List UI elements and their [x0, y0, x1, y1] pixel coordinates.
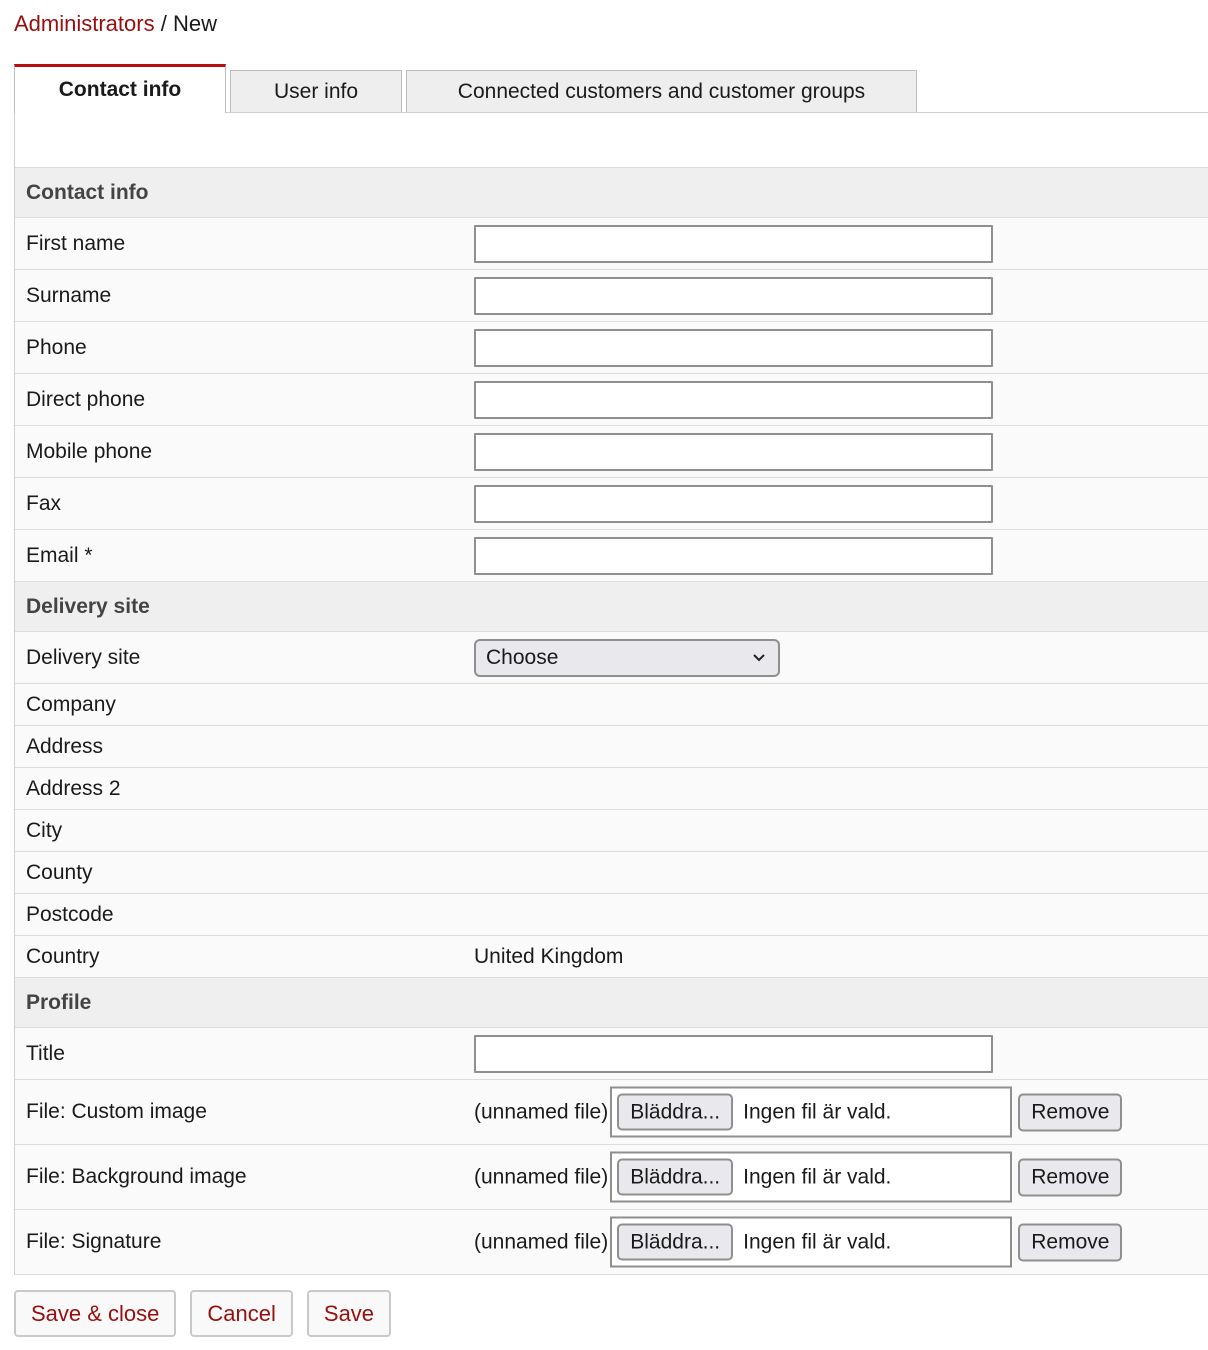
- form-panel: [14, 112, 1208, 1275]
- county-label: County: [26, 860, 93, 884]
- file-input[interactable]: [610, 1087, 1012, 1138]
- file-name: (unnamed file): [474, 1100, 609, 1123]
- row-postcode: [15, 894, 1208, 936]
- browse-button[interactable]: Bläddra...: [617, 1094, 733, 1131]
- row-surname: [15, 270, 1208, 322]
- tab-connected-customers[interactable]: Connected customers and customer groups: [406, 70, 917, 112]
- row-file-custom-image: [15, 1080, 1208, 1145]
- row-direct-phone: [15, 374, 1208, 426]
- row-file-background-image: [15, 1145, 1208, 1210]
- row-file-signature: [15, 1210, 1208, 1275]
- mobile-phone-input[interactable]: [474, 433, 993, 471]
- file-background-image-control: [474, 1152, 1122, 1203]
- file-background-image-label: File: Background image: [26, 1165, 247, 1188]
- first-name-input[interactable]: [474, 225, 993, 263]
- file-status: Ingen fil är vald.: [743, 1100, 892, 1123]
- phone-input[interactable]: [474, 329, 993, 367]
- file-status: Ingen fil är vald.: [743, 1230, 892, 1253]
- row-fax: [15, 478, 1208, 530]
- file-input[interactable]: [610, 1217, 1012, 1268]
- file-input[interactable]: [610, 1152, 1012, 1203]
- delivery-site-selected: Choose: [486, 645, 559, 669]
- form-actions: [14, 1290, 391, 1337]
- breadcrumb-separator: /: [160, 11, 167, 36]
- tab-contact-info[interactable]: Contact info: [14, 64, 226, 113]
- fax-label: Fax: [26, 491, 62, 515]
- email-input[interactable]: [474, 537, 993, 575]
- address-label: Address: [26, 734, 104, 758]
- tab-user-info[interactable]: User info: [230, 70, 402, 112]
- country-label: Country: [26, 944, 100, 968]
- row-first-name: [15, 218, 1208, 270]
- row-email: [15, 530, 1208, 582]
- direct-phone-label: Direct phone: [26, 387, 146, 411]
- row-country: [15, 936, 1208, 978]
- address-2-label: Address 2: [26, 776, 121, 800]
- row-mobile-phone: [15, 426, 1208, 478]
- section-delivery-site: Delivery site: [15, 582, 1208, 632]
- section-contact-info: Contact info: [15, 168, 1208, 218]
- country-value: United Kingdom: [474, 944, 624, 968]
- row-company: [15, 684, 1208, 726]
- browse-button[interactable]: Bläddra...: [617, 1159, 733, 1196]
- email-label: Email *: [26, 543, 93, 567]
- fax-input[interactable]: [474, 485, 993, 523]
- file-name: (unnamed file): [474, 1165, 609, 1188]
- row-address-2: [15, 768, 1208, 810]
- file-signature-control: [474, 1217, 1122, 1268]
- breadcrumb: [14, 11, 217, 37]
- row-address: [15, 726, 1208, 768]
- row-city: [15, 810, 1208, 852]
- cancel-button[interactable]: Cancel: [190, 1290, 292, 1337]
- delivery-site-label: Delivery site: [26, 645, 141, 669]
- title-label: Title: [26, 1041, 65, 1065]
- row-title: [15, 1028, 1208, 1080]
- breadcrumb-administrators-link[interactable]: Administrators: [14, 11, 155, 36]
- row-phone: [15, 322, 1208, 374]
- delivery-site-select[interactable]: [474, 639, 780, 677]
- file-status: Ingen fil är vald.: [743, 1165, 892, 1188]
- company-label: Company: [26, 692, 116, 716]
- section-profile: Profile: [15, 978, 1208, 1028]
- direct-phone-input[interactable]: [474, 381, 993, 419]
- surname-input[interactable]: [474, 277, 993, 315]
- file-signature-label: File: Signature: [26, 1230, 162, 1253]
- breadcrumb-current: New: [172, 11, 217, 36]
- remove-button[interactable]: Remove: [1018, 1158, 1122, 1196]
- row-county: [15, 852, 1208, 894]
- file-custom-image-control: [474, 1087, 1122, 1138]
- postcode-label: Postcode: [26, 902, 114, 926]
- browse-button[interactable]: Bläddra...: [617, 1224, 733, 1261]
- city-label: City: [26, 818, 63, 842]
- save-button[interactable]: Save: [307, 1290, 391, 1337]
- row-delivery-site: [15, 632, 1208, 684]
- panel-spacer: [15, 113, 1208, 168]
- mobile-phone-label: Mobile phone: [26, 439, 153, 463]
- file-custom-image-label: File: Custom image: [26, 1100, 207, 1123]
- remove-button[interactable]: Remove: [1018, 1093, 1122, 1131]
- title-input[interactable]: [474, 1035, 993, 1073]
- phone-label: Phone: [26, 335, 87, 359]
- chevron-down-icon: [752, 641, 766, 688]
- surname-label: Surname: [26, 283, 112, 307]
- first-name-label: First name: [26, 231, 126, 255]
- save-close-button[interactable]: Save & close: [14, 1290, 176, 1337]
- file-name: (unnamed file): [474, 1230, 609, 1253]
- remove-button[interactable]: Remove: [1018, 1223, 1122, 1261]
